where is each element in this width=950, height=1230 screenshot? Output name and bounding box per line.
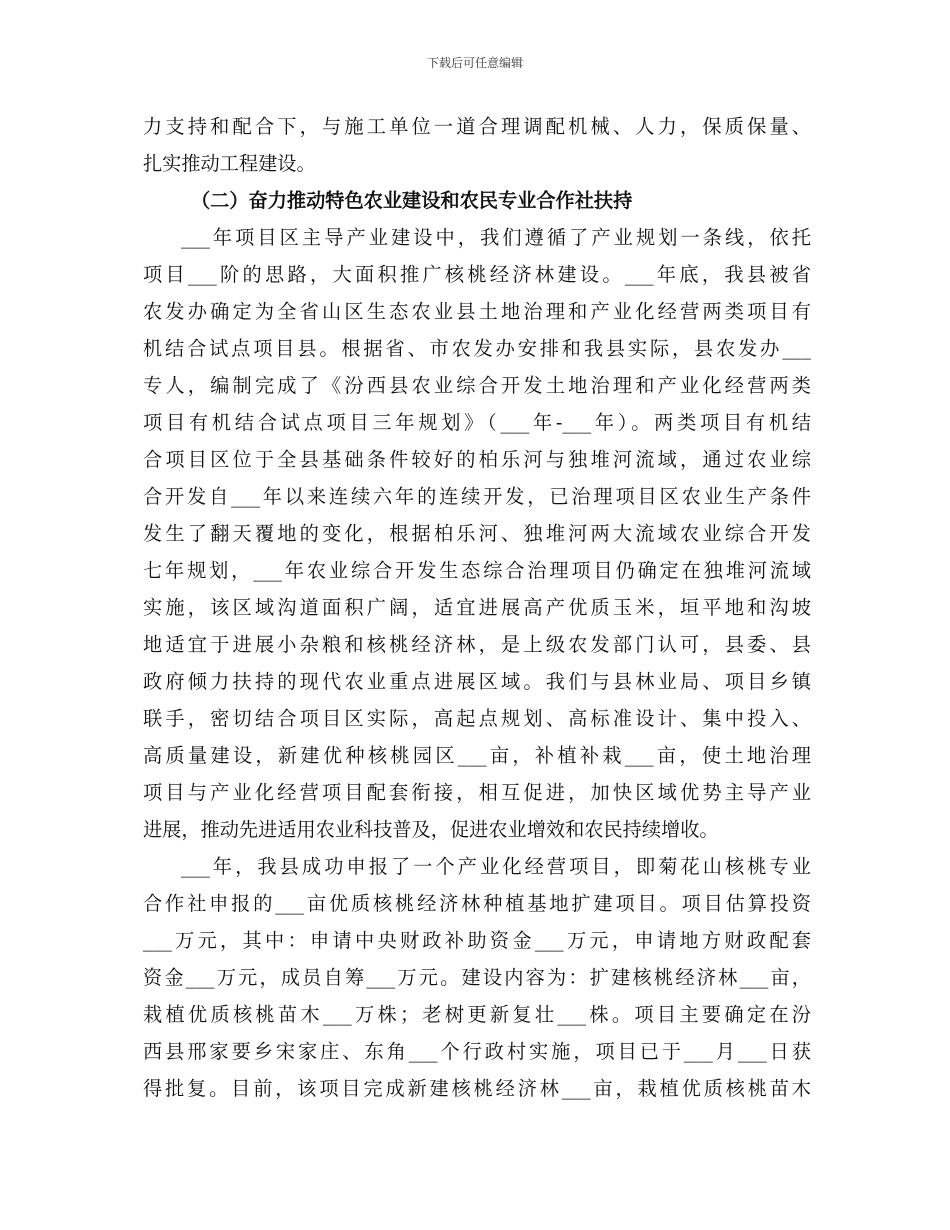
text-line: 项目有机结合试点项目三年规划》（___年-___年）。两类项目有机结 — [143, 411, 811, 434]
text-line: 机结合试点项目县。根据省、市农发办安排和我县实际，县农发办___ — [143, 337, 811, 360]
text-line: 高质量建设，新建优种核桃园区___亩，补植补栽___亩，使土地治理 — [143, 744, 811, 767]
text-line: 合项目区位于全县基础条件较好的柏乐河与独堆河流域，通过农业综 — [143, 448, 811, 471]
document-body — [143, 108, 811, 1107]
text-line: 进展，推动先进适用农业科技普及，促进农业增效和农民持续增收。 — [143, 818, 719, 841]
text-line: 合作社申报的___亩优质核桃经济林种植基地扩建项目。项目估算投资 — [143, 892, 811, 915]
text-line: 西县邢家要乡宋家庄、东角___个行政村实施，项目已于___月___日获 — [143, 1040, 811, 1063]
text-line: 力支持和配合下，与施工单位一道合理调配机械、人力，保质保量、 — [143, 115, 811, 138]
text-line: 得批复。目前，该项目完成新建核桃经济林___亩，栽植优质核桃苗木 — [143, 1077, 811, 1100]
text-line: 七年规划，___年农业综合开发生态综合治理项目仍确定在独堆河流域 — [143, 559, 811, 582]
text-line: 实施，该区域沟道面积广阔，适宜进展高产优质玉米，垣平地和沟坡 — [143, 596, 811, 619]
text-line: 联手，密切结合项目区实际，高起点规划、高标准设计、集中投入、 — [143, 707, 811, 730]
text-line: 农发办确定为全省山区生态农业县土地治理和产业化经营两类项目有 — [143, 300, 811, 323]
text-line: 发生了翻天覆地的变化，根据柏乐河、独堆河两大流域农业综合开发 — [143, 522, 811, 545]
text-line: 政府倾力扶持的现代农业重点进展区域。我们与县林业局、项目乡镇 — [143, 670, 811, 693]
text-line: 项目___阶的思路，大面积推广核桃经济林建设。___年底，我县被省 — [143, 263, 811, 286]
text-line: 专人，编制完成了《汾西县农业综合开发土地治理和产业化经营两类 — [143, 374, 811, 397]
text-line: 扎实推动工程建设。 — [143, 152, 316, 175]
text-line: 合开发自___年以来连续六年的连续开发，已治理项目区农业生产条件 — [143, 485, 811, 508]
page-header: 下载后可任意编辑 — [426, 56, 523, 70]
text-line: ___年项目区主导产业建设中，我们遵循了产业规划一条线，依托 — [181, 226, 811, 249]
text-line: ___万元，其中：申请中央财政补助资金___万元，申请地方财政配套 — [143, 929, 811, 952]
text-line: 栽植优质核桃苗木___万株；老树更新复壮___株。项目主要确定在汾 — [143, 1003, 811, 1026]
text-line: ___年，我县成功申报了一个产业化经营项目，即菊花山核桃专业 — [181, 855, 811, 878]
section-heading: （二）奋力推动特色农业建设和农民专业合作社扶持 — [191, 189, 633, 212]
text-line: 地适宜于进展小杂粮和核桃经济林，是上级农发部门认可，县委、县 — [143, 633, 811, 656]
text-line: 资金___万元，成员自筹___万元。建设内容为：扩建核桃经济林___亩， — [143, 966, 811, 989]
text-line: 项目与产业化经营项目配套衔接，相互促进，加快区域优势主导产业 — [143, 781, 811, 804]
